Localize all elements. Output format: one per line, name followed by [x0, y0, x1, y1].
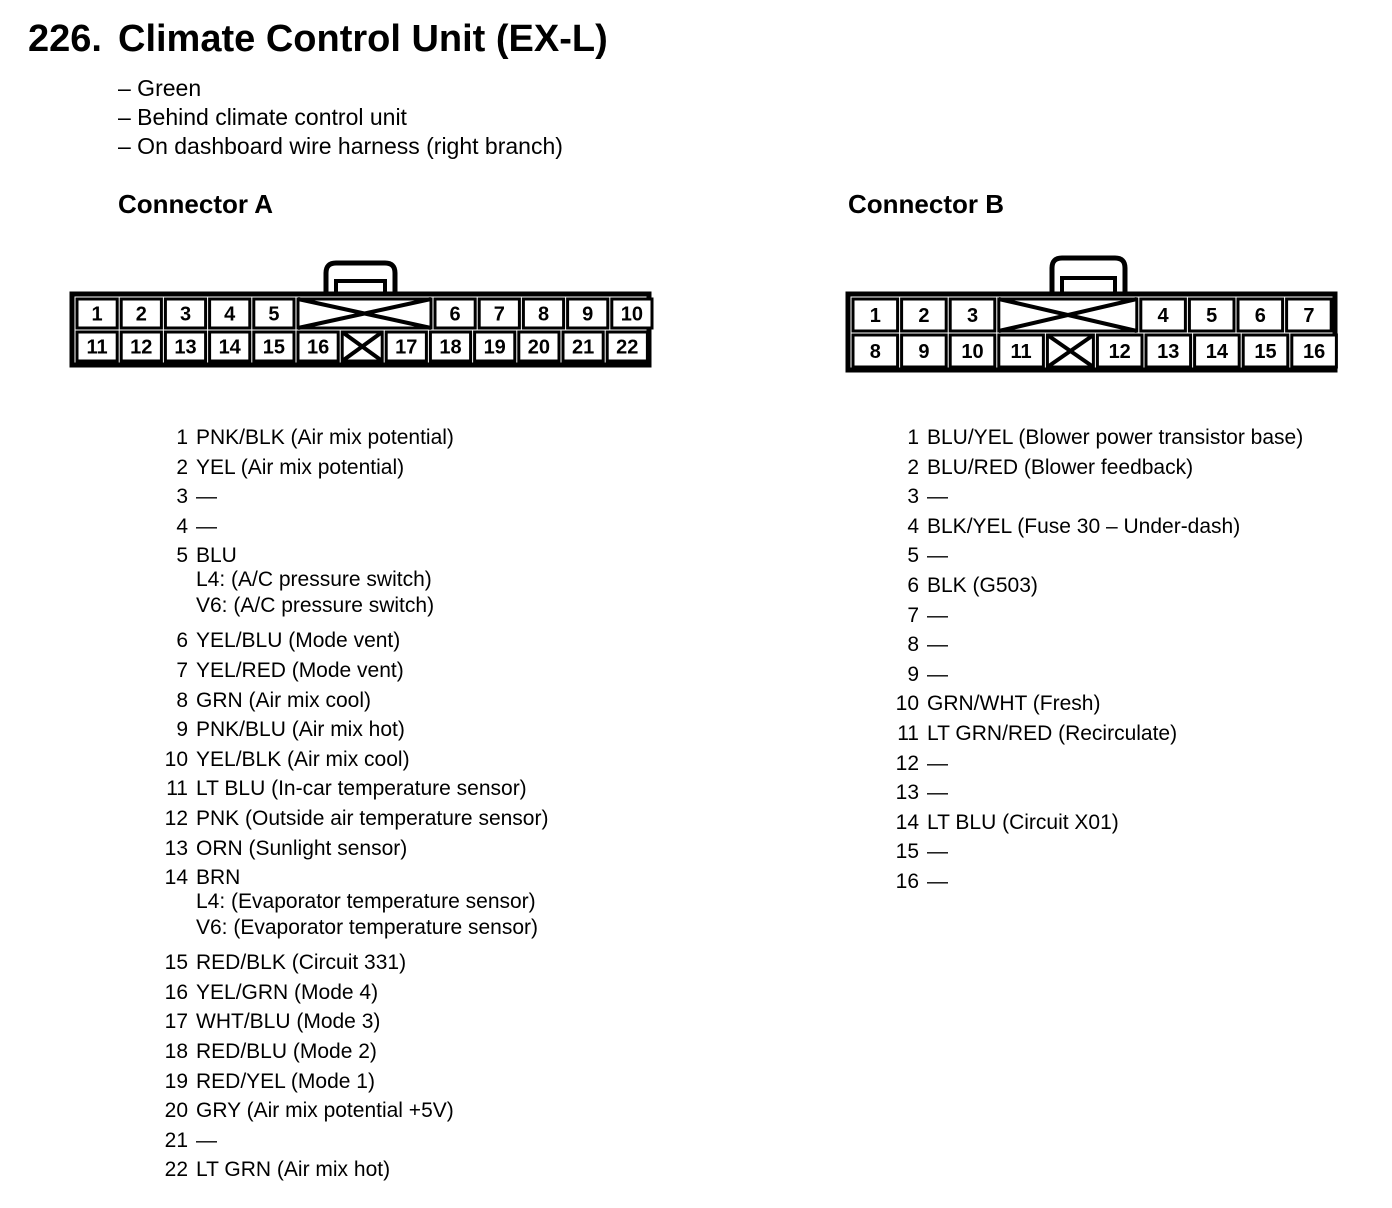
svg-text:5: 5 [268, 303, 280, 326]
svg-text:1: 1 [869, 305, 881, 327]
svg-text:9: 9 [918, 341, 930, 363]
svg-text:19: 19 [483, 336, 506, 359]
connector-b-cavity-15 [1243, 335, 1288, 367]
connector-a-diagram [72, 263, 652, 365]
detail-color: – Green [118, 75, 202, 101]
connector-a-cavity-21 [563, 332, 603, 361]
pin-number: 4 [907, 514, 919, 538]
svg-text:2: 2 [918, 305, 930, 327]
detail-harness: – On dashboard wire harness (right branch) [118, 133, 563, 159]
pin-number: 13 [164, 836, 188, 860]
pin-number: 8 [176, 688, 188, 712]
pin-number: 10 [164, 747, 188, 771]
svg-text:8: 8 [537, 303, 550, 326]
connector-a-cavity-16 [298, 332, 338, 361]
pin-description: YEL (Air mix potential) [196, 455, 405, 479]
svg-text:4: 4 [224, 303, 236, 326]
pin-number: 15 [895, 840, 919, 864]
pin-number: 10 [895, 692, 919, 716]
svg-text:15: 15 [1254, 341, 1277, 363]
connector-a-cavity-6 [435, 299, 475, 328]
pin-variant-note: L4: (A/C pressure switch) [196, 568, 432, 592]
svg-text:18: 18 [439, 336, 462, 359]
connector-a-cavity-1 [77, 299, 117, 328]
svg-text:13: 13 [1157, 341, 1180, 363]
pin-number: 18 [164, 1039, 188, 1063]
connector-a-cavity-15 [254, 332, 294, 361]
title-number: 226. [28, 18, 102, 60]
pin-number: 12 [895, 751, 919, 775]
svg-text:12: 12 [130, 336, 153, 359]
pin-description: RED/BLU (Mode 2) [196, 1039, 377, 1063]
svg-text:16: 16 [1302, 341, 1326, 363]
pin-number: 17 [164, 1010, 188, 1034]
pin-description: BRN [196, 866, 241, 890]
pin-number: 16 [895, 869, 919, 893]
pin-number: 6 [176, 629, 188, 653]
connector-b-cavity-14 [1195, 335, 1240, 367]
svg-text:5: 5 [1206, 305, 1218, 327]
svg-text:1: 1 [91, 303, 103, 326]
connector-a-cavity-3 [165, 299, 205, 328]
pin-description: — [927, 840, 948, 864]
connector-a-cavity-11 [77, 332, 117, 361]
svg-text:2: 2 [135, 303, 147, 326]
pin-description: LT BLU (Circuit X01) [927, 810, 1119, 834]
connector-a-cavity-2 [121, 299, 161, 328]
svg-text:8: 8 [869, 341, 881, 363]
svg-text:10: 10 [620, 303, 644, 326]
svg-text:20: 20 [527, 336, 551, 359]
pin-number: 9 [907, 662, 919, 686]
svg-text:6: 6 [1254, 305, 1266, 327]
pin-number: 11 [166, 777, 188, 801]
connector-a-blank-cavity-top [298, 299, 431, 328]
svg-text:6: 6 [449, 303, 461, 326]
pin-number: 19 [164, 1069, 188, 1093]
connector-b-cavity-12 [1097, 335, 1142, 367]
pin-description: — [927, 485, 948, 509]
pin-number: 1 [907, 426, 919, 449]
connector-diagrams [0, 0, 1392, 420]
pin-description: YEL/RED (Mode vent) [196, 658, 404, 682]
pin-description: YEL/BLK (Air mix cool) [196, 747, 410, 771]
connector-b-cavity-5 [1189, 299, 1234, 331]
connector-b-cavity-10 [950, 335, 995, 367]
pin-description: LT BLU (In-car temperature sensor) [196, 777, 527, 801]
svg-text:22: 22 [616, 336, 639, 359]
pin-number: 20 [164, 1099, 188, 1123]
connector-a-heading: Connector A [118, 189, 274, 219]
connector-a-cavity-18 [430, 332, 470, 361]
connector-b-cavity-4 [1141, 299, 1186, 331]
svg-text:7: 7 [493, 303, 505, 326]
pin-number: 22 [164, 1158, 188, 1182]
svg-text:15: 15 [262, 336, 286, 359]
pin-variant-note: V6: (Evaporator temperature sensor) [196, 916, 538, 940]
svg-text:13: 13 [174, 336, 197, 359]
pin-number: 15 [164, 951, 188, 975]
connector-a-cavity-9 [568, 299, 608, 328]
connector-a-cavity-12 [121, 332, 161, 361]
connector-b-cavity-3 [950, 299, 995, 331]
connector-b-cavity-8 [853, 335, 898, 367]
svg-text:14: 14 [1205, 341, 1229, 363]
connector-b-heading: Connector B [848, 189, 1004, 219]
connector-a-cavity-17 [386, 332, 426, 361]
pin-description: GRN (Air mix cool) [196, 688, 372, 712]
svg-text:11: 11 [1010, 341, 1032, 363]
svg-text:11: 11 [86, 336, 108, 359]
pin-number: 2 [176, 455, 188, 479]
pin-number: 14 [895, 810, 919, 834]
svg-text:9: 9 [582, 303, 594, 326]
connector-a-cavity-8 [523, 299, 563, 328]
pin-variant-note: V6: (A/C pressure switch) [196, 594, 435, 618]
pin-description: — [927, 603, 948, 627]
title-text: Climate Control Unit (EX-L) [118, 18, 608, 60]
connector-b-diagram [848, 258, 1336, 370]
svg-text:16: 16 [306, 336, 330, 359]
pin-description: RED/YEL (Mode 1) [196, 1069, 375, 1093]
pin-description: LT GRN/RED (Recirculate) [927, 721, 1178, 745]
pin-description: RED/BLK (Circuit 331) [196, 951, 407, 975]
pin-description: YEL/GRN (Mode 4) [196, 980, 379, 1004]
pin-number: 14 [164, 866, 188, 890]
connector-b-cavity-9 [902, 335, 947, 367]
pin-description: WHT/BLU (Mode 3) [196, 1010, 381, 1034]
pin-description: ORN (Sunlight sensor) [196, 836, 408, 860]
pin-description: BLU/YEL (Blower power transistor base) [927, 426, 1304, 449]
pin-number: 3 [907, 485, 919, 509]
pin-number: 12 [164, 806, 188, 830]
connector-a-cavity-19 [475, 332, 515, 361]
connector-a-cavity-22 [607, 332, 647, 361]
pin-number: 7 [176, 658, 188, 682]
pin-number: 7 [907, 603, 919, 627]
pin-number: 2 [907, 455, 919, 479]
connector-a-cavity-13 [165, 332, 205, 361]
pin-description: BLK/YEL (Fuse 30 – Under-dash) [927, 514, 1241, 538]
pin-description: PNK/BLK (Air mix potential) [196, 426, 454, 449]
pin-number: 5 [907, 544, 919, 568]
pin-description: PNK (Outside air temperature sensor) [196, 806, 549, 830]
pin-description: — [196, 1128, 217, 1152]
connector-b-cavity-7 [1287, 299, 1332, 331]
pin-number: 21 [164, 1128, 188, 1152]
connector-b-cavity-6 [1238, 299, 1283, 331]
pin-number: 13 [895, 781, 919, 805]
pin-number: 8 [907, 633, 919, 657]
svg-text:10: 10 [961, 341, 984, 363]
connector-a-cavity-4 [210, 299, 250, 328]
connector-a-cavity-7 [479, 299, 519, 328]
svg-text:4: 4 [1157, 305, 1169, 327]
connector-a-cavity-14 [210, 332, 250, 361]
pin-number: 16 [164, 980, 188, 1004]
pin-description: — [927, 544, 948, 568]
pin-description: LT GRN (Air mix hot) [196, 1158, 391, 1182]
pin-number: 9 [176, 718, 188, 742]
pin-description: — [927, 869, 948, 893]
pin-description: GRY (Air mix potential +5V) [196, 1099, 454, 1123]
pin-description: PNK/BLU (Air mix hot) [196, 718, 405, 742]
pin-description: — [196, 514, 217, 538]
pin-number: 5 [176, 544, 188, 568]
pin-description: GRN/WHT (Fresh) [927, 692, 1101, 716]
detail-location: – Behind climate control unit [118, 104, 407, 130]
svg-text:17: 17 [395, 336, 418, 359]
connector-a-cavity-10 [612, 299, 652, 328]
svg-text:12: 12 [1108, 341, 1131, 363]
pin-variant-note: L4: (Evaporator temperature sensor) [196, 890, 536, 914]
pin-description: — [927, 633, 948, 657]
pin-description: — [927, 662, 948, 686]
pin-number: 4 [176, 514, 188, 538]
pin-description: YEL/BLU (Mode vent) [196, 629, 401, 653]
svg-text:7: 7 [1303, 305, 1315, 327]
pin-description: — [927, 751, 948, 775]
connector-b-cavity-13 [1146, 335, 1191, 367]
connector-b-cavity-16 [1292, 335, 1337, 367]
pin-number: 1 [176, 426, 188, 449]
pin-number: 3 [176, 485, 188, 509]
connector-b-blank-cavity-top [999, 299, 1137, 331]
connector-b-cavity-1 [853, 299, 898, 331]
pin-description: — [927, 781, 948, 805]
connector-a-cavity-20 [519, 332, 559, 361]
svg-text:3: 3 [179, 303, 192, 326]
pin-description: — [196, 485, 217, 509]
connector-b-cavity-2 [902, 299, 947, 331]
pin-description: BLK (G503) [927, 573, 1038, 597]
connector-b-cavity-11 [999, 335, 1044, 367]
pin-description: BLU/RED (Blower feedback) [927, 455, 1194, 479]
pin-description: BLU [196, 544, 237, 568]
connector-a-blank-cavity-bottom [342, 332, 382, 361]
pin-number: 6 [907, 573, 919, 597]
pin-number: 11 [897, 721, 919, 745]
svg-text:14: 14 [218, 336, 241, 359]
connector-b-blank-cavity-bottom [1047, 335, 1093, 367]
svg-text:3: 3 [966, 305, 979, 327]
svg-text:21: 21 [571, 336, 595, 359]
connector-a-cavity-5 [254, 299, 294, 328]
